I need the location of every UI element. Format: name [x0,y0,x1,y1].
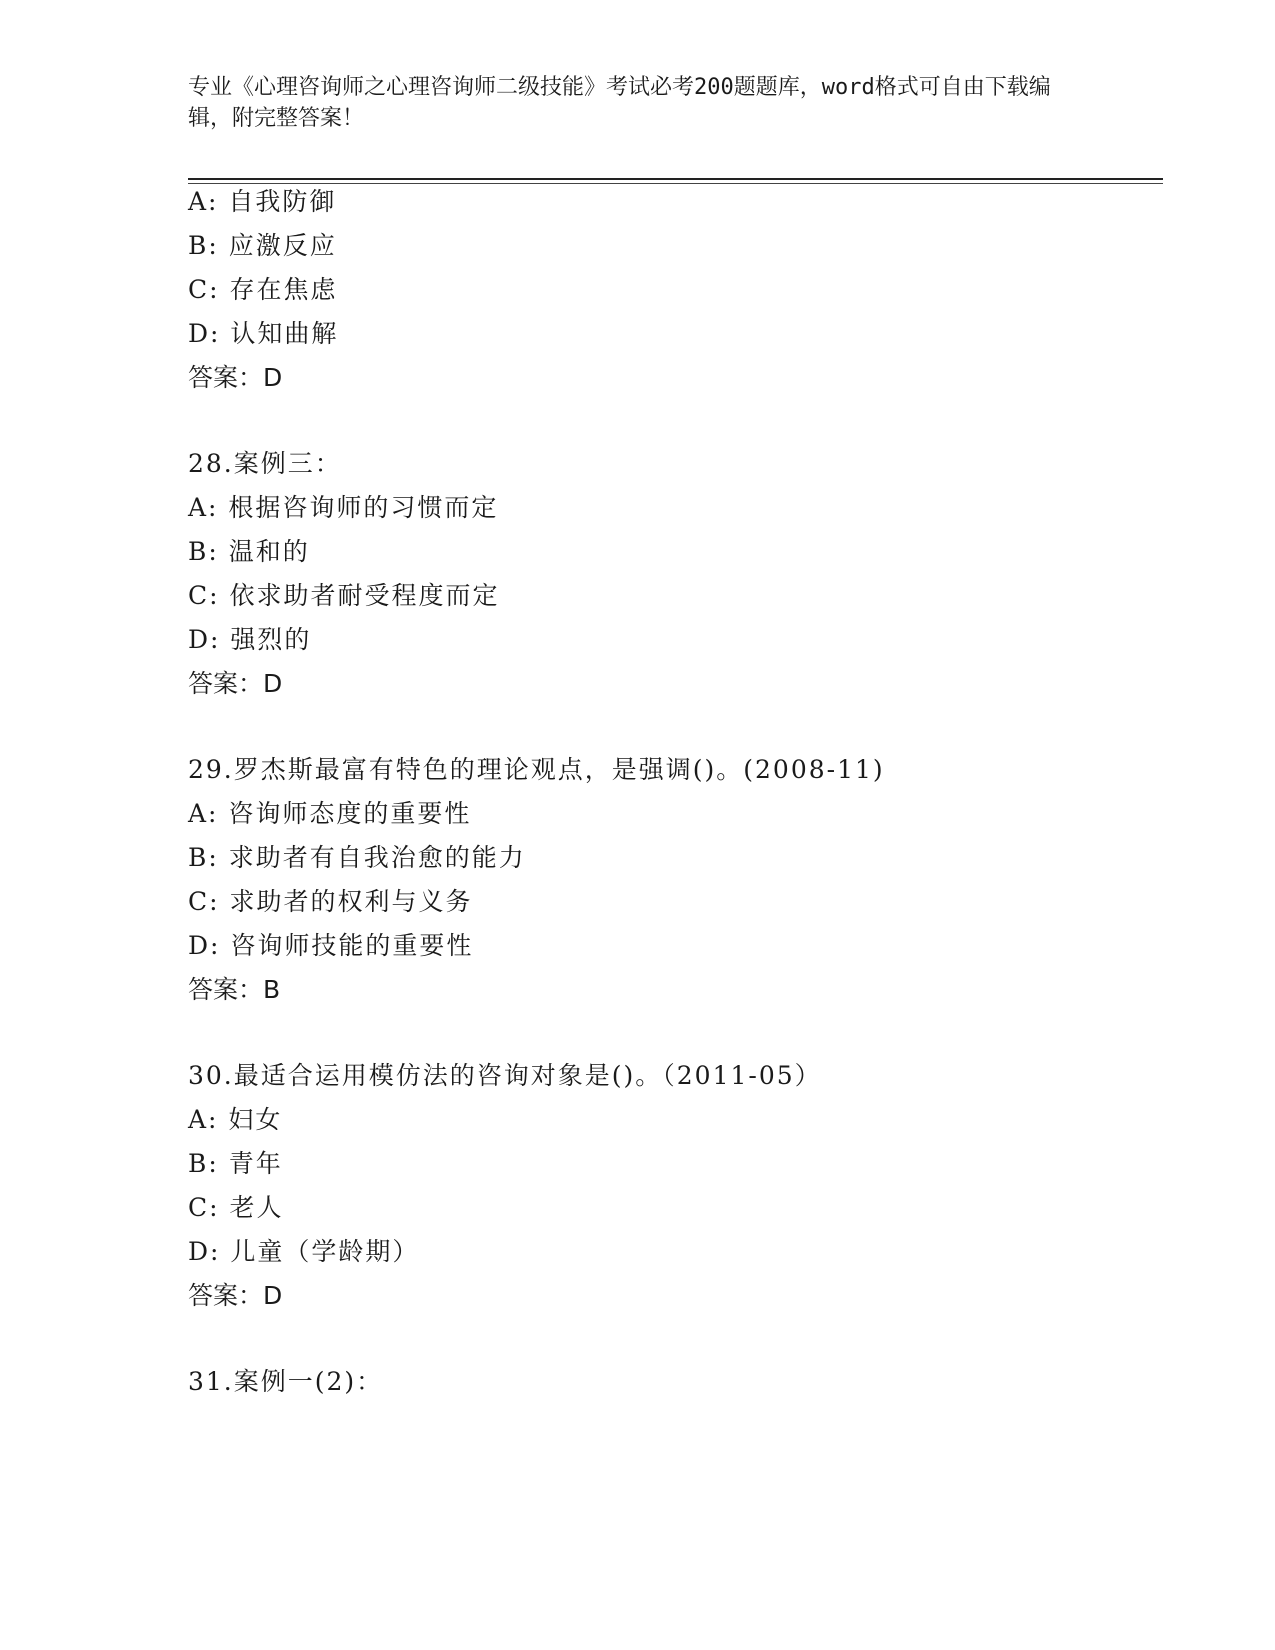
header-divider [188,178,1163,180]
q29-answer: 答案：B [188,975,281,1004]
q27-option-c: C: 存在焦虑 [188,275,338,304]
q29-option-c: C: 求助者的权利与义务 [188,887,473,916]
q30-answer: 答案：D [188,1281,283,1310]
q28-option-b: B: 温和的 [188,537,310,566]
q27-option-b: B: 应激反应 [188,231,337,260]
q27-option-d: D: 认知曲解 [188,319,339,348]
q28-option-a: A: 根据咨询师的习惯而定 [188,493,499,522]
header-divider-thin [188,183,1163,184]
q28-question: 28.案例三： [188,449,342,478]
q28-answer: 答案：D [188,669,283,698]
q29-option-d: D: 咨询师技能的重要性 [188,931,474,960]
q31-question: 31.案例一(2)： [188,1367,384,1396]
q28-option-c: C: 依求助者耐受程度而定 [188,581,500,610]
q30-option-a: A: 妇女 [188,1105,283,1134]
q29-option-b: B: 求助者有自我治愈的能力 [188,843,526,872]
q30-option-b: B: 青年 [188,1149,283,1178]
q30-option-c: C: 老人 [188,1193,284,1222]
q29-question: 29.罗杰斯最富有特色的理论观点，是强调()。(2008-11) [188,755,885,784]
q30-option-d: D: 儿童（学龄期） [188,1237,420,1266]
q27-option-a: A: 自我防御 [188,187,337,216]
q30-question: 30.最适合运用模仿法的咨询对象是()。（2011-05） [188,1061,822,1090]
q27-answer: 答案：D [188,363,283,392]
q28-option-d: D: 强烈的 [188,625,312,654]
document-header: 专业《心理咨询师之心理咨询师二级技能》考试必考200题题库，word格式可自由下载编辑，附完整答案！ [188,75,1051,131]
q29-option-a: A: 咨询师态度的重要性 [188,799,472,828]
